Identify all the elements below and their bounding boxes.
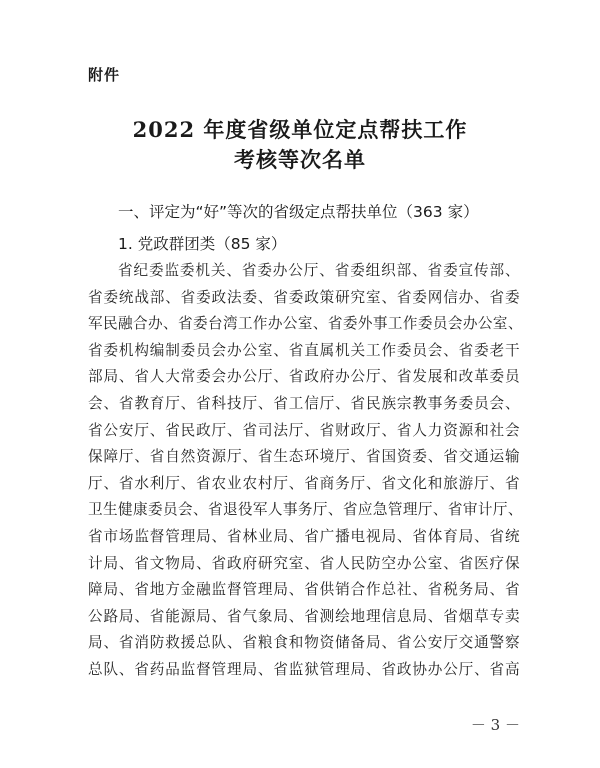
section-heading: 一、评定为“好”等次的省级定点帮扶单位（363 家） [118, 203, 479, 221]
paragraph-line: 计局、省文物局、省政府研究室、省人民防空办公室、省医疗保 [88, 554, 520, 572]
paragraph-line: 卫生健康委员会、省退役军人事务厅、省应急管理厅、省审计厅、 [88, 501, 523, 519]
paragraph-line: 公路局、省能源局、省气象局、省测绘地理信息局、省烟草专卖 [88, 607, 520, 625]
paragraph-line: 保障厅、省自然资源厅、省生态环境厅、省国资委、省交通运输 [88, 448, 520, 466]
paragraph-line: 局、省消防救援总队、省粮食和物资储备局、省公安厅交通警察 [88, 634, 520, 652]
paragraph-line: 省市场监督管理局、省林业局、省广播电视局、省体育局、省统 [88, 527, 520, 545]
paragraph-line: 障局、省地方金融监督管理局、省供销合作总社、省税务局、省 [88, 581, 520, 599]
paragraph-line: 军民融合办、省委台湾工作办公室、省委外事工作委员会办公室、 [88, 315, 523, 333]
page-number: － 3 － [470, 716, 520, 734]
paragraph-line: 部局、省人大常委会办公厅、省政府办公厅、省发展和改革委员 [88, 368, 520, 386]
paragraph-line: 省委机构编制委员会办公室、省直属机关工作委员会、省委老干 [88, 341, 520, 359]
unit-list-paragraph [88, 258, 523, 684]
attachment-label: 附件 [88, 66, 121, 84]
paragraph-line: 会、省教育厅、省科技厅、省工信厅、省民族宗教事务委员会、 [88, 394, 520, 412]
paragraph-line: 厅、省水利厅、省农业农村厅、省商务厅、省文化和旅游厅、省 [88, 474, 520, 492]
paragraph-line: 省纪委监委机关、省委办公厅、省委组织部、省委宣传部、 [118, 262, 520, 279]
paragraph-line: 总队、省药品监督管理局、省监狱管理局、省政协办公厅、省高 [88, 660, 520, 678]
subsection-heading: 1. 党政群团类（85 家） [118, 235, 287, 253]
document-title-line-1: 2022 年度省级单位定点帮扶工作 [132, 117, 468, 142]
document-title-line-2: 考核等次名单 [234, 147, 366, 172]
paragraph-line: 省公安厅、省民政厅、省司法厅、省财政厅、省人力资源和社会 [88, 421, 520, 439]
paragraph-line: 省委统战部、省委政法委、省委政策研究室、省委网信办、省委 [88, 288, 520, 306]
